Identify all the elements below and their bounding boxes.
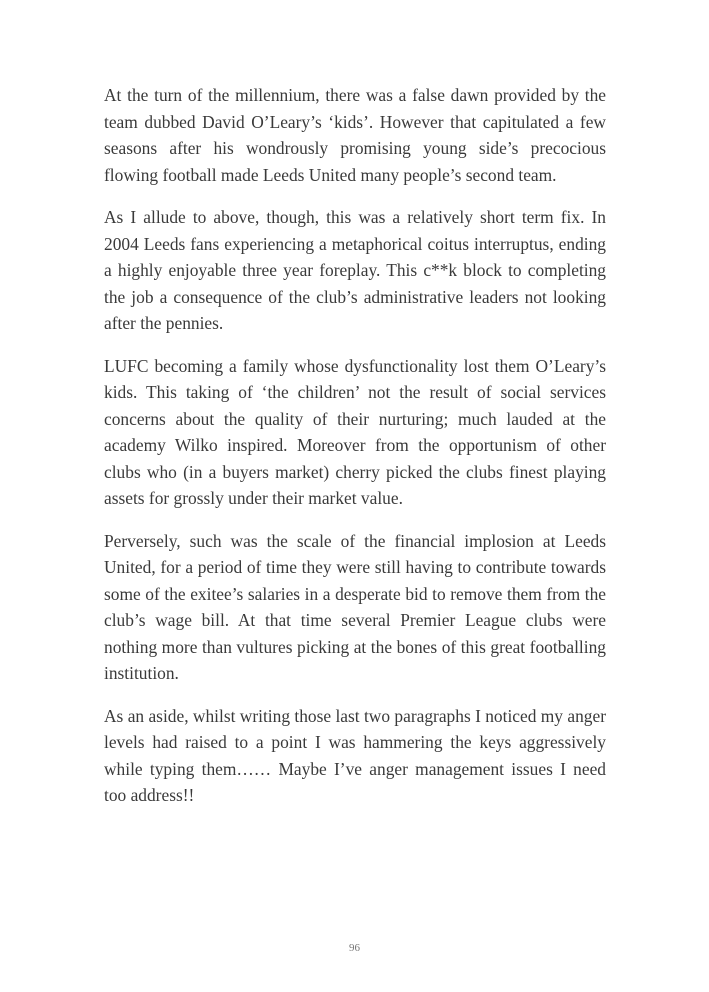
- paragraph: As an aside, whilst writing those last two paragraphs I noticed my anger levels had raised to a point I was hammering the keys aggressively while typing them…… Maybe I’ve anger management issues I need too address!!: [104, 705, 606, 805]
- body-text: [104, 82, 606, 825]
- page-number: 96: [349, 942, 360, 954]
- paragraph: LUFC becoming a family whose dysfunctionality lost them O’Leary’s kids. This taking of ‘the children’ not the result of social services concerns about the quality of their nurturing; much lauded at the academy Wilko inspired. Moreover from the opportunism of other clubs who (in a buyers market) cherry picked the clubs finest playing assets for grossly under their market value.: [104, 355, 606, 508]
- paragraph: Perversely, such was the scale of the financial implosion at Leeds United, for a period of time they were still having to contribute towards some of the exitee’s salaries in a desperate bid to remove them from the club’s wage bill. At that time several Premier League clubs were nothing more than vultures picking at the bones of this great footballing institution.: [104, 530, 606, 683]
- paragraph: As I allude to above, though, this was a relatively short term fix. In 2004 Leeds fans experiencing a metaphorical coitus interruptus, ending a highly enjoyable three year foreplay. This c**k block to completing the job a consequence of the club’s administrative leaders not looking after the pennies.: [104, 207, 606, 333]
- paragraph: At the turn of the millennium, there was a false dawn provided by the team dubbed David O’Leary’s ‘kids’. However that capitulated a few seasons after his wondrously promising young side’s precocious flowing football made Leeds United many people’s second team.: [104, 85, 606, 185]
